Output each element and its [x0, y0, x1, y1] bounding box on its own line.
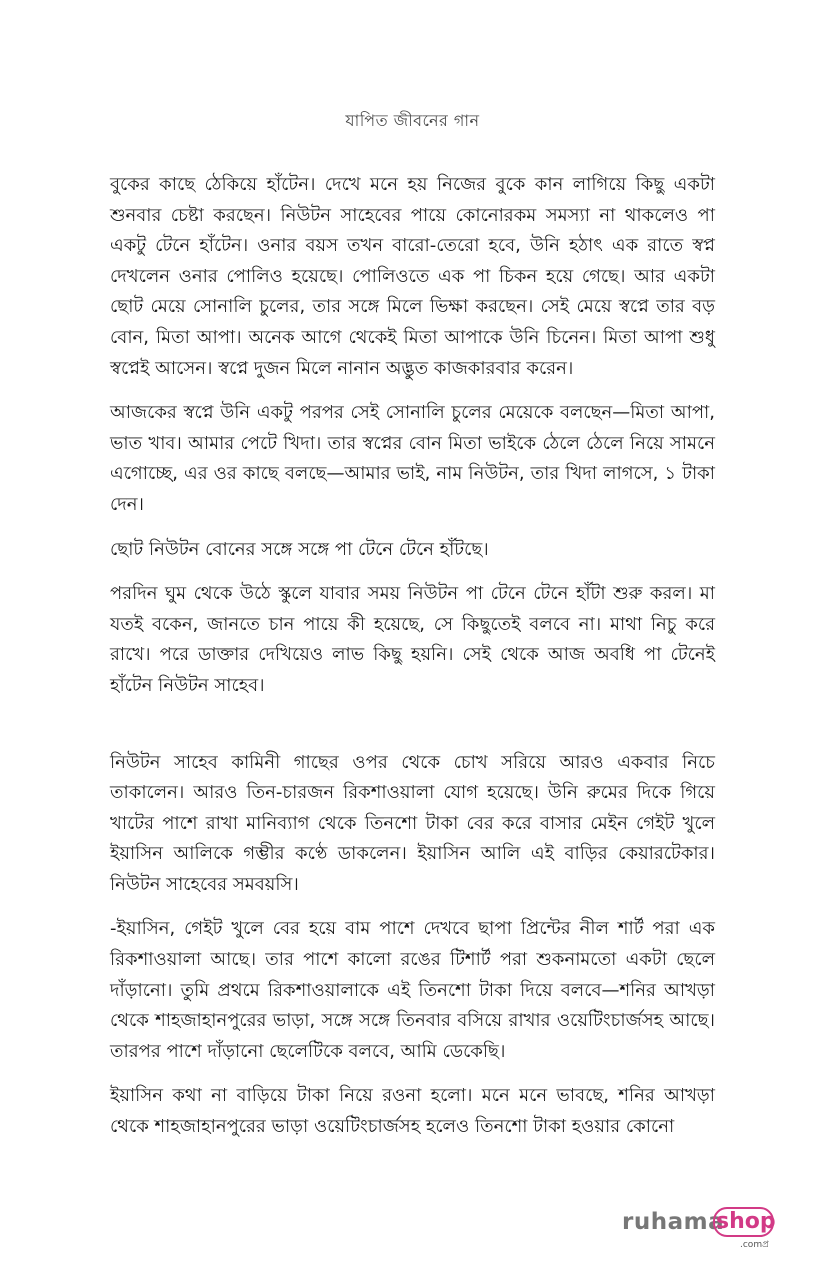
paragraph: নিউটন সাহেব কামিনী গাছের ওপর থেকে চোখ সরিয়ে আরও একবার নিচে তাকালেন। আরও তিন-চারজন রিকশাওয়ালা যোগ হয়েছে। উনি রুমের দিকে গিয়ে খাটের পাশে রাখা মানিব্যাগ থেকে তিনশো টাকা বের করে বাসার মেইন গেইট খুলে ইয়াসিন আলিকে গম্ভীর কণ্ঠে ডাকলেন। ইয়াসিন আলি এই বাড়ির কেয়ারটেকার। নিউটন সাহেবের সমবয়সি।: [110, 751, 715, 895]
paragraph: ছোট নিউটন বোনের সঙ্গে সঙ্গে পা টেনে টেনে হাঁটছে।: [110, 538, 489, 560]
section-break: [110, 702, 715, 748]
logo-brand-left: ruhama: [622, 1209, 725, 1235]
paragraph: পরদিন ঘুম থেকে উঠে স্কুলে যাবার সময় নিউটন পা টেনে টেনে হাঁটা শুরু করল। মা যতই বকেন, জানতে চান পায়ে কী হয়েছে, সে কিছুতেই বলবে না। মাথা নিচু করে রাখে। পরে ডাক্তার দেখিয়েও লাভ কিছু হয়নি। সেই থেকে আজ অবধি পা টেনেই হাঁটেন নিউটন সাহেব।: [110, 583, 715, 696]
paragraph: আজকের স্বপ্নে উনি একটু পরপর সেই সোনালি চুলের মেয়েকে বলছেন—মিতা আপা, ভাত খাব। আমার পেটে খিদা। তার স্বপ্নের বোন মিতা ভাইকে ঠেলে ঠেলে নিয়ে সামনে এগোচ্ছে, এর ওর কাছে বলছে—আমার ভাই, নাম নিউটন, তার খিদা লাগসে, ১ টাকা দেন।: [110, 402, 715, 515]
paragraph: ইয়াসিন কথা না বাড়িয়ে টাকা নিয়ে রওনা হলো। মনে মনে ভাবছে, শনির আখড়া থেকে শাহজাহানপুরের ভাড়া ওয়েটিংচার্জসহ হলেও তিনশো টাকা হওয়ার কোনো: [110, 1085, 715, 1138]
paragraph: বুকের কাছে ঠেকিয়ে হাঁটেন। দেখে মনে হয় নিজের বুকে কান লাগিয়ে কিছু একটা শুনবার চেষ্টা করছেন। নিউটন সাহেবের পায়ে কোনোরকম সমস্যা না থাকলেও পা একটু টেনে হাঁটেন। ওনার বয়স তখন বারো-তেরো হবে, উনি হঠাৎ এক রাতে স্বপ্ন দেখলেন ওনার পোলিও হয়েছে। পোলিওতে এক পা চিকন হয়ে গেছে। আর একটা ছোট মেয়ে সোনালি চুলের, তার সঙ্গে মিলে ভিক্ষা করছেন। সেই মেয়ে স্বপ্নে তার বড় বোন, মিতা আপা। অনেক আগে থেকেই মিতা আপাকে উনি চিনেন। মিতা আপা শুধু স্বপ্নেই আসেন। স্বপ্নে দুজন মিলে নানান অদ্ভুত কাজকারবার করেন।: [110, 174, 715, 379]
paragraph: -ইয়াসিন, গেইট খুলে বের হয়ে বাম পাশে দেখবে ছাপা প্রিন্টের নীল শার্ট পরা এক রিকশাওয়ালা আছে। তার পাশে কালো রঙের টিশার্ট পরা শুকনামতো একটা ছেলে দাঁড়ানো। তুমি প্রথমে রিকশাওয়ালাকে এই তিনশো টাকা দিয়ে বলবে—শনির আখড়া থেকে শাহজাহানপুরের ভাড়া, সঙ্গে সঙ্গে তিনবার বসিয়ে রাখার ওয়েটিংচার্জসহ আছে। তারপর পাশে দাঁড়ানো ছেলেটিকে বলবে, আমি ডেকেছি।: [110, 918, 715, 1062]
running-head: যাপিত জীবনের গান: [345, 111, 480, 130]
logo-domain-suffix: .comপ্র: [740, 1240, 769, 1250]
body-text: [110, 170, 715, 1143]
ruhamashop-logo: [622, 1207, 782, 1250]
logo-brand-right: shop: [716, 1209, 776, 1234]
